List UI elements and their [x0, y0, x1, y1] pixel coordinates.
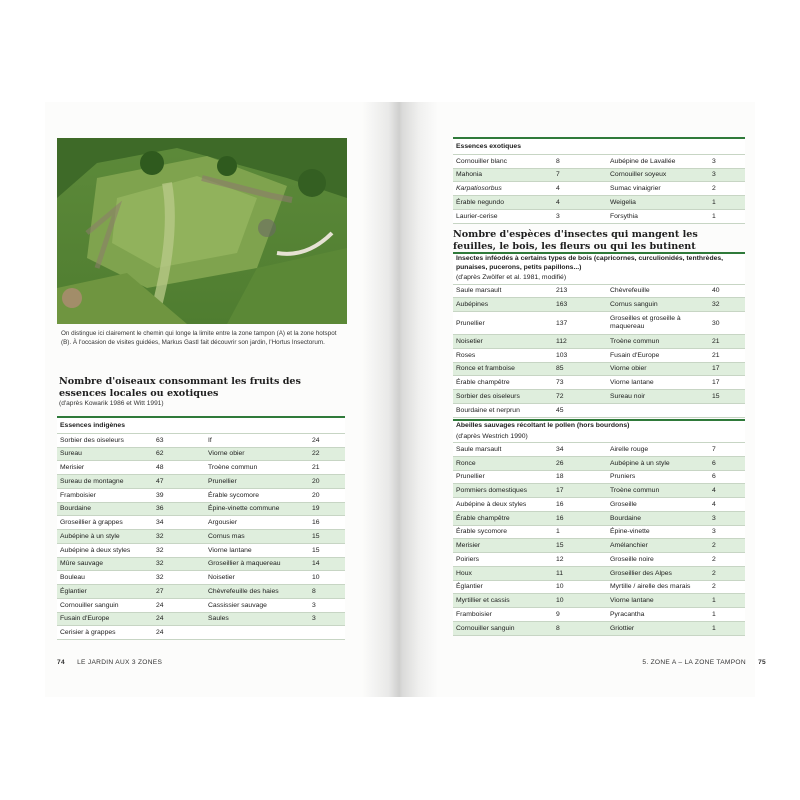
species-cell: Cornouiller soyeux [607, 168, 709, 182]
species-cell: Amélanchier [607, 539, 709, 553]
count-cell: 1 [709, 196, 745, 210]
table-header-title: Insectes inféodés à certains types de bois (capricornes, curculionidés, tenthrèdes, punaises, pucerons, petits papillons...) [456, 255, 724, 271]
table-row [57, 612, 345, 626]
species-cell: Sureau noir [607, 390, 709, 404]
count-cell: 10 [309, 571, 345, 585]
species-cell: If [205, 433, 309, 447]
species-cell: Sureau [57, 447, 153, 461]
species-cell: Forsythia [607, 209, 709, 223]
count-cell: 16 [553, 511, 607, 525]
table-row [453, 284, 745, 298]
species-cell: Karpatiosorbus [453, 182, 553, 196]
count-cell: 16 [553, 498, 607, 512]
count-cell: 3 [709, 168, 745, 182]
species-cell: Mahonia [453, 168, 553, 182]
birds-table-title: Nombre d'oiseaux consommant les fruits des essences locales ou exotiques [59, 376, 301, 399]
count-cell: 72 [553, 390, 607, 404]
species-cell: Troène commun [607, 484, 709, 498]
count-cell: 4 [553, 182, 607, 196]
count-cell: 8 [553, 154, 607, 168]
species-cell: Cornouiller sanguin [453, 621, 553, 635]
species-cell: Bourdaine [607, 511, 709, 525]
table-row [453, 594, 745, 608]
exotic-table [453, 137, 745, 224]
count-cell: 32 [153, 557, 205, 571]
count-cell: 14 [309, 557, 345, 571]
count-cell: 16 [309, 516, 345, 530]
table-row [453, 154, 745, 168]
count-cell: 6 [709, 456, 745, 470]
table-row [57, 598, 345, 612]
species-cell: Merisier [453, 539, 553, 553]
species-cell: Myrtillier et cassis [453, 594, 553, 608]
count-cell: 9 [553, 608, 607, 622]
table-header: Essences indigènes [57, 417, 345, 433]
species-cell: Sorbier des oiseleurs [453, 390, 553, 404]
species-cell: Pruniers [607, 470, 709, 484]
species-cell: Framboisier [57, 488, 153, 502]
page-number-left: 74 [57, 659, 65, 666]
running-head-right: 5. ZONE A – LA ZONE TAMPON [642, 659, 746, 666]
table-row [453, 335, 745, 349]
species-cell: Sumac vinaigrier [607, 182, 709, 196]
count-cell: 20 [309, 475, 345, 489]
birds-table-source: (d'après Kowarik 1986 et Witt 1991) [59, 400, 164, 407]
count-cell: 7 [709, 443, 745, 457]
species-cell: Noisetier [205, 571, 309, 585]
species-cell: Saule marsault [453, 284, 553, 298]
count-cell: 17 [709, 362, 745, 376]
count-cell: 30 [709, 312, 745, 335]
count-cell: 2 [709, 553, 745, 567]
count-cell: 32 [709, 298, 745, 312]
table-row [453, 196, 745, 210]
table-row [57, 447, 345, 461]
left-footer [57, 659, 162, 666]
count-cell: 15 [309, 530, 345, 544]
count-cell: 3 [709, 511, 745, 525]
count-cell: 15 [553, 539, 607, 553]
birds-table [57, 416, 345, 640]
count-cell: 15 [709, 390, 745, 404]
species-cell: Viorne lantane [607, 594, 709, 608]
table-row [453, 484, 745, 498]
count-cell: 3 [309, 612, 345, 626]
count-cell: 36 [153, 502, 205, 516]
table-row [57, 516, 345, 530]
count-cell: 26 [553, 456, 607, 470]
species-cell: Groseillier à maquereau [205, 557, 309, 571]
species-cell: Cornus sanguin [607, 298, 709, 312]
count-cell: 32 [153, 571, 205, 585]
count-cell: 18 [553, 470, 607, 484]
species-cell: Griottier [607, 621, 709, 635]
table-header-source: (d'après Westrich 1990) [456, 432, 528, 440]
insects-table [453, 252, 745, 418]
table-row [453, 168, 745, 182]
count-cell: 1 [709, 594, 745, 608]
species-cell: Prunellier [205, 475, 309, 489]
count-cell: 112 [553, 335, 607, 349]
count-cell: 85 [553, 362, 607, 376]
species-cell: Groseillier à grappes [57, 516, 153, 530]
table-row [57, 557, 345, 571]
count-cell: 34 [153, 516, 205, 530]
count-cell: 103 [553, 348, 607, 362]
table-row [453, 443, 745, 457]
species-cell: Bourdaine et nerprun [453, 403, 553, 417]
count-cell: 24 [153, 626, 205, 640]
species-cell: Prunellier [453, 312, 553, 335]
species-cell: Pommiers domestiques [453, 484, 553, 498]
count-cell: 32 [153, 543, 205, 557]
count-cell: 17 [553, 484, 607, 498]
count-cell: 10 [553, 580, 607, 594]
table-header-source: (d'après Zwölfer et al. 1981, modifié) [456, 274, 567, 281]
count-cell: 22 [309, 447, 345, 461]
table-row [453, 298, 745, 312]
count-cell: 8 [309, 585, 345, 599]
count-cell: 24 [309, 433, 345, 447]
table-row [453, 348, 745, 362]
table-header: Essences exotiques [453, 138, 745, 154]
species-cell: Aubépine à un style [607, 456, 709, 470]
species-cell: Groseille noire [607, 553, 709, 567]
species-cell: Saule marsault [453, 443, 553, 457]
table-row [453, 621, 745, 635]
count-cell [309, 626, 345, 640]
table-row [57, 475, 345, 489]
species-cell: Ronce et framboise [453, 362, 553, 376]
count-cell: 62 [153, 447, 205, 461]
page-number-right: 75 [758, 659, 766, 666]
count-cell: 34 [553, 443, 607, 457]
count-cell: 8 [553, 621, 607, 635]
species-cell: Chèvrefeuille [607, 284, 709, 298]
count-cell: 15 [309, 543, 345, 557]
book-gutter [362, 102, 438, 697]
table-row [453, 376, 745, 390]
species-cell: Sureau de montagne [57, 475, 153, 489]
table-row [453, 182, 745, 196]
bees-table [453, 419, 745, 636]
count-cell: 213 [553, 284, 607, 298]
species-cell: Églantier [57, 585, 153, 599]
count-cell: 2 [709, 566, 745, 580]
species-cell: Pyracantha [607, 608, 709, 622]
count-cell: 3 [709, 154, 745, 168]
table-row [453, 390, 745, 404]
species-cell: Érable champêtre [453, 376, 553, 390]
count-cell [709, 403, 745, 417]
count-cell: 27 [153, 585, 205, 599]
species-cell: Fusain d'Europe [607, 348, 709, 362]
species-cell: Épine-vinette commune [205, 502, 309, 516]
species-cell: Épine-vinette [607, 525, 709, 539]
species-cell: Érable sycomore [453, 525, 553, 539]
count-cell: 137 [553, 312, 607, 335]
table-row [453, 608, 745, 622]
count-cell: 2 [709, 539, 745, 553]
count-cell: 1 [709, 621, 745, 635]
table-row [57, 488, 345, 502]
table-row [453, 525, 745, 539]
species-cell: Mûre sauvage [57, 557, 153, 571]
species-cell: Houx [453, 566, 553, 580]
count-cell: 32 [153, 530, 205, 544]
count-cell: 2 [709, 580, 745, 594]
count-cell: 24 [153, 612, 205, 626]
table-row [57, 461, 345, 475]
table-row [453, 456, 745, 470]
table-row [453, 553, 745, 567]
table-row [57, 571, 345, 585]
count-cell: 1 [709, 209, 745, 223]
table-row [57, 530, 345, 544]
species-cell: Aubépines [453, 298, 553, 312]
species-cell: Airelle rouge [607, 443, 709, 457]
count-cell: 4 [553, 196, 607, 210]
count-cell: 1 [553, 525, 607, 539]
species-cell: Argousier [205, 516, 309, 530]
species-cell: Érable negundo [453, 196, 553, 210]
species-cell: Viorne lantane [205, 543, 309, 557]
species-cell: Groseillier des Alpes [607, 566, 709, 580]
table-row [453, 511, 745, 525]
count-cell: 4 [709, 498, 745, 512]
species-cell: Myrtille / airelle des marais [607, 580, 709, 594]
count-cell: 24 [153, 598, 205, 612]
species-cell: Prunellier [453, 470, 553, 484]
garden-aerial-photo [57, 138, 347, 324]
count-cell: 40 [709, 284, 745, 298]
table-row [453, 362, 745, 376]
table-row [57, 543, 345, 557]
species-cell: Poiriers [453, 553, 553, 567]
count-cell: 63 [153, 433, 205, 447]
species-cell [205, 626, 309, 640]
species-cell: Aubépine à deux styles [57, 543, 153, 557]
count-cell: 7 [553, 168, 607, 182]
count-cell: 4 [709, 484, 745, 498]
species-cell: Weigelia [607, 196, 709, 210]
species-cell: Érable champêtre [453, 511, 553, 525]
count-cell: 48 [153, 461, 205, 475]
count-cell: 2 [709, 182, 745, 196]
table-row [57, 502, 345, 516]
table-row [453, 403, 745, 417]
insects-section-title: Nombre d'espèces d'insectes qui mangent les feuilles, le bois, les fleurs ou qui les butinent [453, 229, 698, 252]
species-cell: Cassissier sauvage [205, 598, 309, 612]
count-cell: 47 [153, 475, 205, 489]
count-cell: 10 [553, 594, 607, 608]
species-cell: Noisetier [453, 335, 553, 349]
table-row [453, 209, 745, 223]
species-cell: Sorbier des oiseleurs [57, 433, 153, 447]
right-footer [642, 659, 766, 666]
species-cell: Laurier-cerise [453, 209, 553, 223]
count-cell: 39 [153, 488, 205, 502]
count-cell: 12 [553, 553, 607, 567]
count-cell: 6 [709, 470, 745, 484]
running-head-left: LE JARDIN AUX 3 ZONES [77, 659, 163, 666]
species-cell: Groseilles et groseille à maquereau [607, 312, 709, 335]
table-row [453, 566, 745, 580]
species-cell: Églantier [453, 580, 553, 594]
count-cell: 19 [309, 502, 345, 516]
count-cell: 17 [709, 376, 745, 390]
species-cell: Merisier [57, 461, 153, 475]
table-header-title: Abeilles sauvages récoltant le pollen (hors bourdons) [456, 422, 630, 429]
count-cell: 3 [553, 209, 607, 223]
species-cell: Fusain d'Europe [57, 612, 153, 626]
species-cell: Cornouiller blanc [453, 154, 553, 168]
count-cell: 163 [553, 298, 607, 312]
species-cell: Érable sycomore [205, 488, 309, 502]
table-row [453, 498, 745, 512]
table-row [57, 626, 345, 640]
table-row [453, 470, 745, 484]
species-cell: Aubépine à deux styles [453, 498, 553, 512]
species-cell [607, 403, 709, 417]
table-row [57, 585, 345, 599]
table-row [453, 539, 745, 553]
species-cell: Bourdaine [57, 502, 153, 516]
table-row [57, 433, 345, 447]
species-cell: Chèvrefeuille des haies [205, 585, 309, 599]
species-cell: Cornus mas [205, 530, 309, 544]
count-cell: 45 [553, 403, 607, 417]
count-cell: 20 [309, 488, 345, 502]
species-cell: Cerisier à grappes [57, 626, 153, 640]
count-cell: 73 [553, 376, 607, 390]
species-cell: Bouleau [57, 571, 153, 585]
species-cell: Aubépine de Lavallée [607, 154, 709, 168]
table-header [453, 253, 745, 284]
table-row [453, 580, 745, 594]
count-cell: 21 [709, 348, 745, 362]
species-cell: Troène commun [607, 335, 709, 349]
species-cell: Ronce [453, 456, 553, 470]
count-cell: 3 [709, 525, 745, 539]
species-cell: Viorne obier [205, 447, 309, 461]
species-cell: Troène commun [205, 461, 309, 475]
species-cell: Viorne lantane [607, 376, 709, 390]
species-cell: Aubépine à un style [57, 530, 153, 544]
species-cell: Framboisier [453, 608, 553, 622]
table-header [453, 420, 745, 443]
species-cell: Cornouiller sanguin [57, 598, 153, 612]
count-cell: 21 [309, 461, 345, 475]
species-cell: Roses [453, 348, 553, 362]
table-row [453, 312, 745, 335]
species-cell: Viorne obier [607, 362, 709, 376]
species-cell: Saules [205, 612, 309, 626]
count-cell: 1 [709, 608, 745, 622]
count-cell: 21 [709, 335, 745, 349]
species-cell: Groseille [607, 498, 709, 512]
photo-caption: On distingue ici clairement le chemin qui longe la limite entre la zone tampon (A) et la zone hotspot (B). À l'occasion de visites guidées, Markus Gastl fait découvrir son jardin, l'Hortus Insectorum. [61, 330, 337, 346]
count-cell: 3 [309, 598, 345, 612]
count-cell: 11 [553, 566, 607, 580]
